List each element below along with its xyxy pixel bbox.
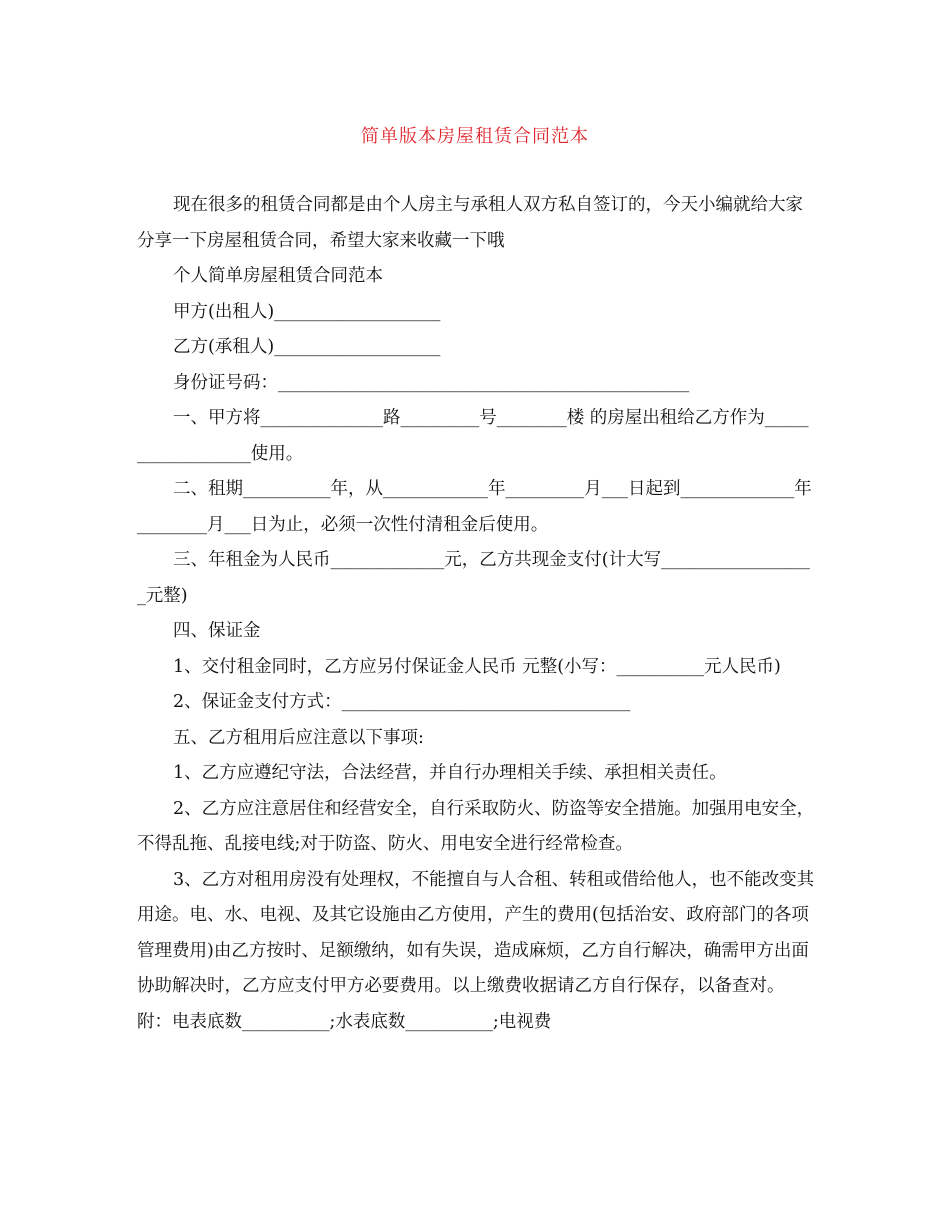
party-b-line: 乙方(承租人)___________________ — [173, 337, 441, 357]
clause-2: 二、租期__________年，从____________年_________月___日起到_____________年________月___日为止，必须一次性付清租金后使用。 — [137, 479, 812, 535]
clause-1: 一、甲方将______________路_________号________楼 的房屋出租给乙方作为__________________使用。 — [137, 408, 809, 464]
document-body — [137, 188, 817, 1040]
intro-paragraph: 现在很多的租赁合同都是由个人房主与承租人双方私自签订的，今天小编就给大家分享一下房屋租赁合同，希望大家来收藏一下哦 — [137, 195, 803, 251]
party-a-line: 甲方(出租人)___________________ — [173, 301, 441, 322]
clause-4-item-1: 1、交付租金同时，乙方应另付保证金人民币 元整(小写：__________元人民币) — [173, 656, 781, 677]
clause-5-item-3: 3、乙方对租用房没有处理权，不能擅自与人合租、转租或借给他人，也不能改变其用途。电、水、电视、及其它设施由乙方使用，产生的费用(包括治安、政府部门的各项管理费用)由乙方按时、足额缴纳，如有失误，造成麻烦，乙方自行解决，确需甲方出面协助解决时，乙方应支付甲方必要费用。以上缴费收据请乙方自行保存，以备查对。附：电表底数__________;水表底数__________;电视费 — [137, 869, 815, 1032]
clause-5-item-1: 1、乙方应遵纪守法，合法经营，并自行办理相关手续、承担相关责任。 — [173, 763, 727, 783]
clause-5-heading: 五、乙方租用后应注意以下事项: — [173, 727, 424, 748]
contract-heading: 个人简单房屋租赁合同范本 — [173, 266, 383, 286]
id-number-line: 身份证号码：_______________________________________________ — [173, 372, 690, 393]
document-title: 简单版本房屋租赁合同范本 — [361, 126, 589, 147]
clause-5-item-2: 2、乙方应注意居住和经营安全，自行采取防火、防盗等安全措施。加强用电安全，不得乱拖、乱接电线;对于防盗、防火、用电安全进行经常检查。 — [137, 798, 815, 854]
clause-4-heading: 四、保证金 — [173, 621, 261, 641]
clause-3: 三、年租金为人民币_____________元，乙方共现金支付(计大写__________________元整) — [137, 550, 810, 606]
clause-4-item-2: 2、保证金支付方式：_________________________________ — [173, 692, 631, 712]
